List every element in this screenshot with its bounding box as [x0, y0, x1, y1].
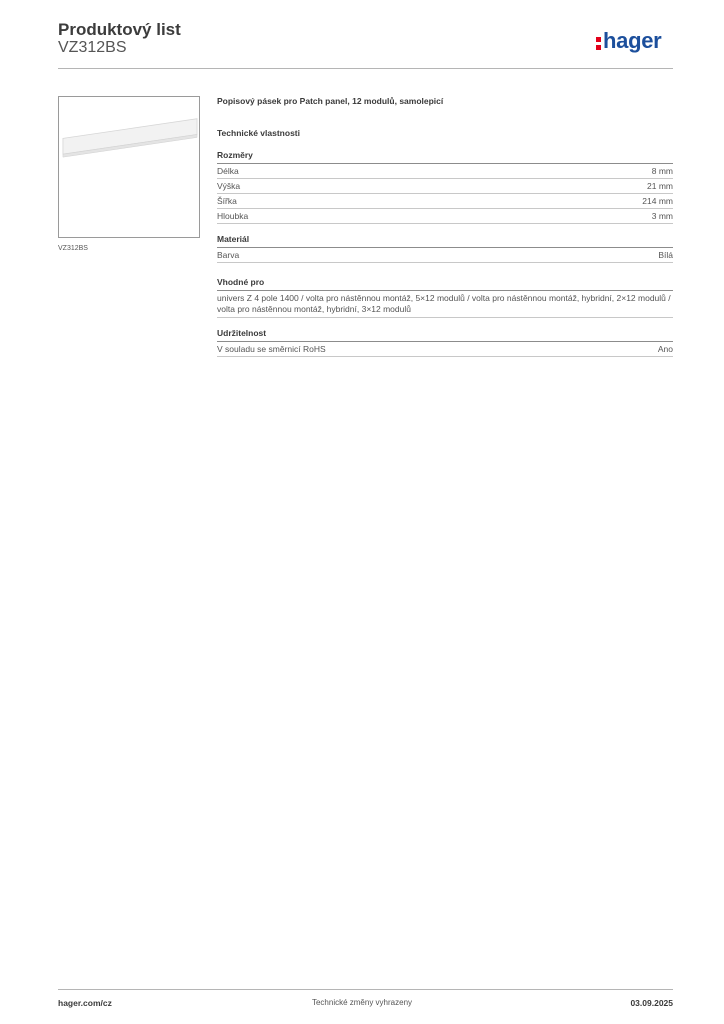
row-value: 8 mm [651, 166, 673, 176]
section-dimensions [217, 150, 673, 224]
footer-notice: Technické změny vyhrazeny [311, 998, 413, 1007]
product-description: Popisový pásek pro Patch panel, 12 modulů, samolepicí [217, 96, 444, 106]
table-row [217, 164, 673, 179]
section-title: Rozměry [217, 150, 673, 164]
footer-website-link[interactable]: hager.com/cz [58, 998, 112, 1008]
table-row [217, 179, 673, 194]
section-title: Udržitelnost [217, 328, 673, 342]
table-row [217, 248, 673, 263]
row-value: Bílá [658, 250, 673, 260]
compatibility-text: univers Z 4 pole 1400 / volta pro nástěnnou montáž, 5×12 modulů / volta pro nástěnnou montáž, hybridní, 2×12 modulů / volta pro nástěnnou montáž, hybridní, 3×12 modulů [217, 291, 673, 318]
row-label: Šířka [217, 196, 237, 206]
label-strip-image [59, 97, 199, 237]
section-sustainability [217, 328, 673, 357]
table-row [217, 194, 673, 209]
row-value: Ano [657, 344, 673, 354]
row-value: 214 mm [642, 196, 673, 206]
table-row [217, 342, 673, 357]
logo-text: hager [603, 28, 662, 53]
header-divider [58, 68, 673, 69]
product-details [217, 96, 673, 357]
row-label: Hloubka [217, 211, 249, 221]
section-title: Materiál [217, 234, 673, 248]
product-image [58, 96, 200, 238]
section-material [217, 234, 673, 263]
row-value: 3 mm [651, 211, 673, 221]
table-row [217, 209, 673, 224]
footer-date: 03.09.2025 [630, 998, 673, 1008]
logo-dots-icon [596, 35, 601, 49]
image-caption: VZ312BS [58, 245, 88, 252]
technical-properties-heading: Technické vlastnosti [217, 128, 300, 138]
row-value: 21 mm [647, 181, 673, 191]
footer-divider [58, 989, 673, 990]
page-title: Produktový list [58, 20, 181, 39]
row-label: V souladu se směrnicí RoHS [217, 344, 326, 354]
hager-logo[interactable] [596, 28, 661, 54]
row-label: Délka [217, 166, 239, 176]
section-suitable-for [217, 277, 673, 318]
section-title: Vhodné pro [217, 277, 673, 291]
product-code: VZ312BS [58, 39, 127, 56]
row-label: Výška [217, 181, 241, 191]
row-label: Barva [217, 250, 240, 260]
